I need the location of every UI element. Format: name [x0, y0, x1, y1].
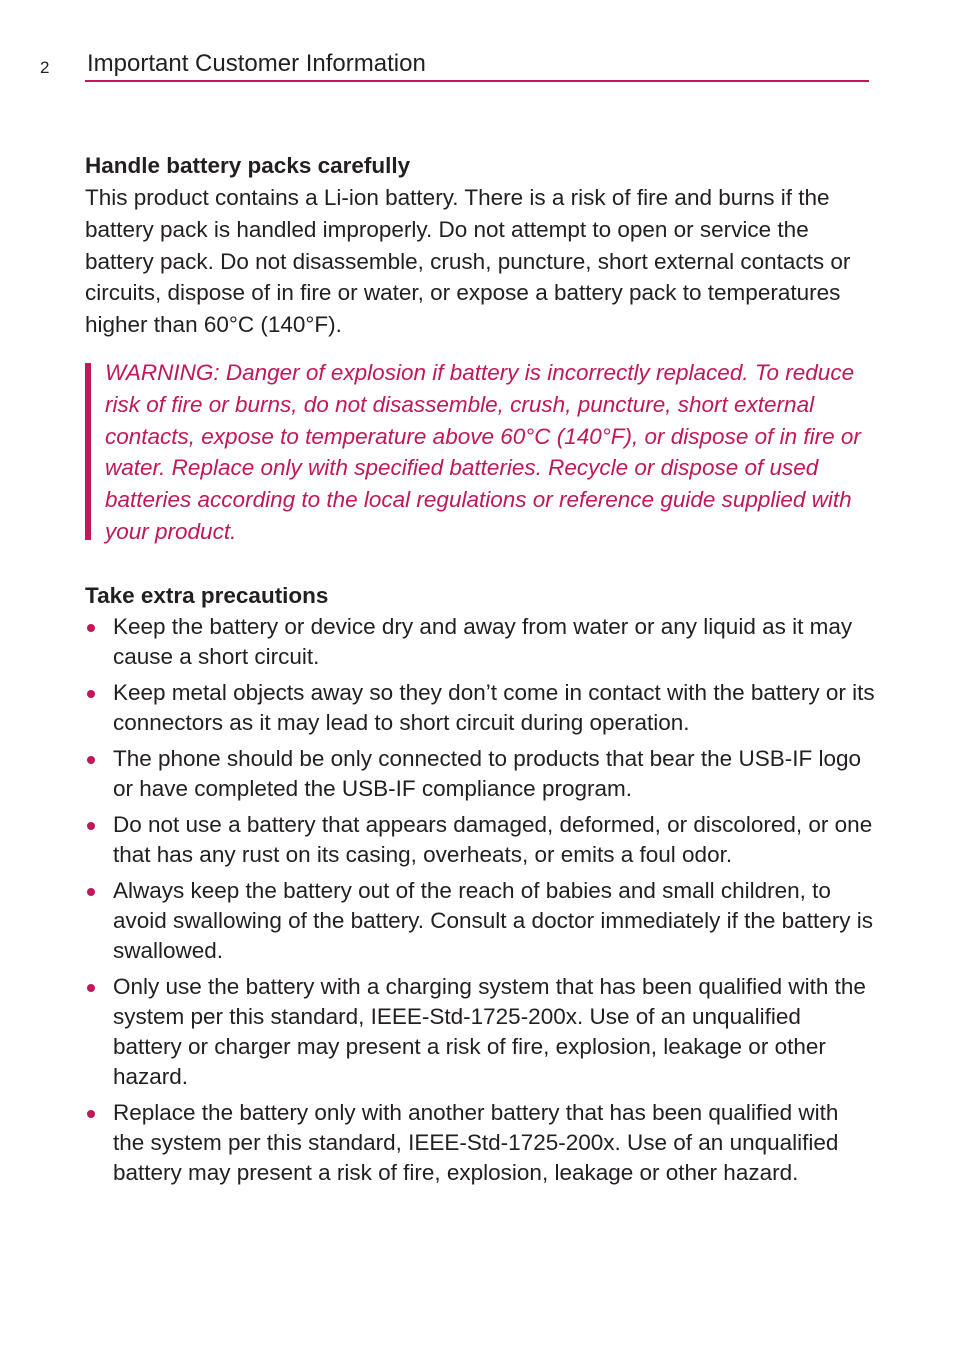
- list-item-text: Only use the battery with a charging system that has been qualified with the system per this standard, IEEE-Std-1725-200x. Use of an unqualified battery or charger may present a risk of fire, explosion, leakage or other hazard.: [113, 973, 866, 1089]
- battery-packs-body: This product contains a Li-ion battery. There is a risk of fire and burns if the battery pack is handled improperly. Do not attempt to open or service the battery pack. Do not disassemble, crush, puncture, short external contacts or circuits, dispose of in fire or water, or expose a battery pack to temperatures higher than 60°C (140°F).: [85, 185, 851, 338]
- warning-bar: [85, 363, 91, 540]
- bullet-icon: [87, 1110, 95, 1118]
- bullet-icon: [87, 984, 95, 992]
- list-item: [85, 744, 875, 804]
- warning-text: WARNING: Danger of explosion if battery is incorrectly replaced. To reduce risk of fire or burns, do not disassemble, crush, puncture, short external contacts, expose to temperature above 60°C (140°F), or dispose of in fire or water. Replace only with specified batteries. Recycle or dispose of used batteries according to the local regulations or reference guide supplied with your product.: [105, 359, 861, 544]
- list-item-text: Always keep the battery out of the reach of babies and small children, to avoid swallowing of the battery. Consult a doctor immediately if the battery is swallowed.: [113, 877, 873, 963]
- precautions-section: [85, 580, 875, 1188]
- bullet-icon: [87, 822, 95, 830]
- list-item: [85, 1098, 875, 1188]
- precautions-list: [85, 612, 875, 1188]
- section-heading-battery-packs: Handle battery packs carefully: [85, 153, 411, 178]
- list-item: [85, 678, 875, 738]
- list-item: [85, 876, 875, 966]
- bullet-icon: [87, 888, 95, 896]
- bullet-icon: [87, 690, 95, 698]
- bullet-icon: [87, 756, 95, 764]
- list-item: [85, 810, 875, 870]
- list-item-text: The phone should be only connected to products that bear the USB-IF logo or have completed the USB-IF compliance program.: [113, 745, 861, 801]
- list-item-text: Keep the battery or device dry and away from water or any liquid as it may cause a short circuit.: [113, 613, 853, 669]
- list-item: [85, 972, 875, 1092]
- page-content: [85, 150, 875, 1194]
- warning-callout: [85, 357, 875, 548]
- page-number: 2: [40, 58, 50, 77]
- header-divider: [85, 80, 869, 82]
- list-item-text: Do not use a battery that appears damaged, deformed, or discolored, or one that has any rust on its casing, overheats, or emits a foul odor.: [113, 811, 873, 867]
- list-item-text: Keep metal objects away so they don’t come in contact with the battery or its connectors as it may lead to short circuit during operation.: [113, 679, 875, 735]
- list-item-text: Replace the battery only with another battery that has been qualified with the system per this standard, IEEE-Std-1725-200x. Use of an unqualified battery may present a risk of fire, explosion, leakage or other hazard.: [113, 1099, 839, 1185]
- list-item: [85, 612, 875, 672]
- section-heading-precautions: Take extra precautions: [85, 582, 329, 608]
- page-header-title: Important Customer Information: [87, 50, 426, 77]
- bullet-icon: [87, 624, 95, 632]
